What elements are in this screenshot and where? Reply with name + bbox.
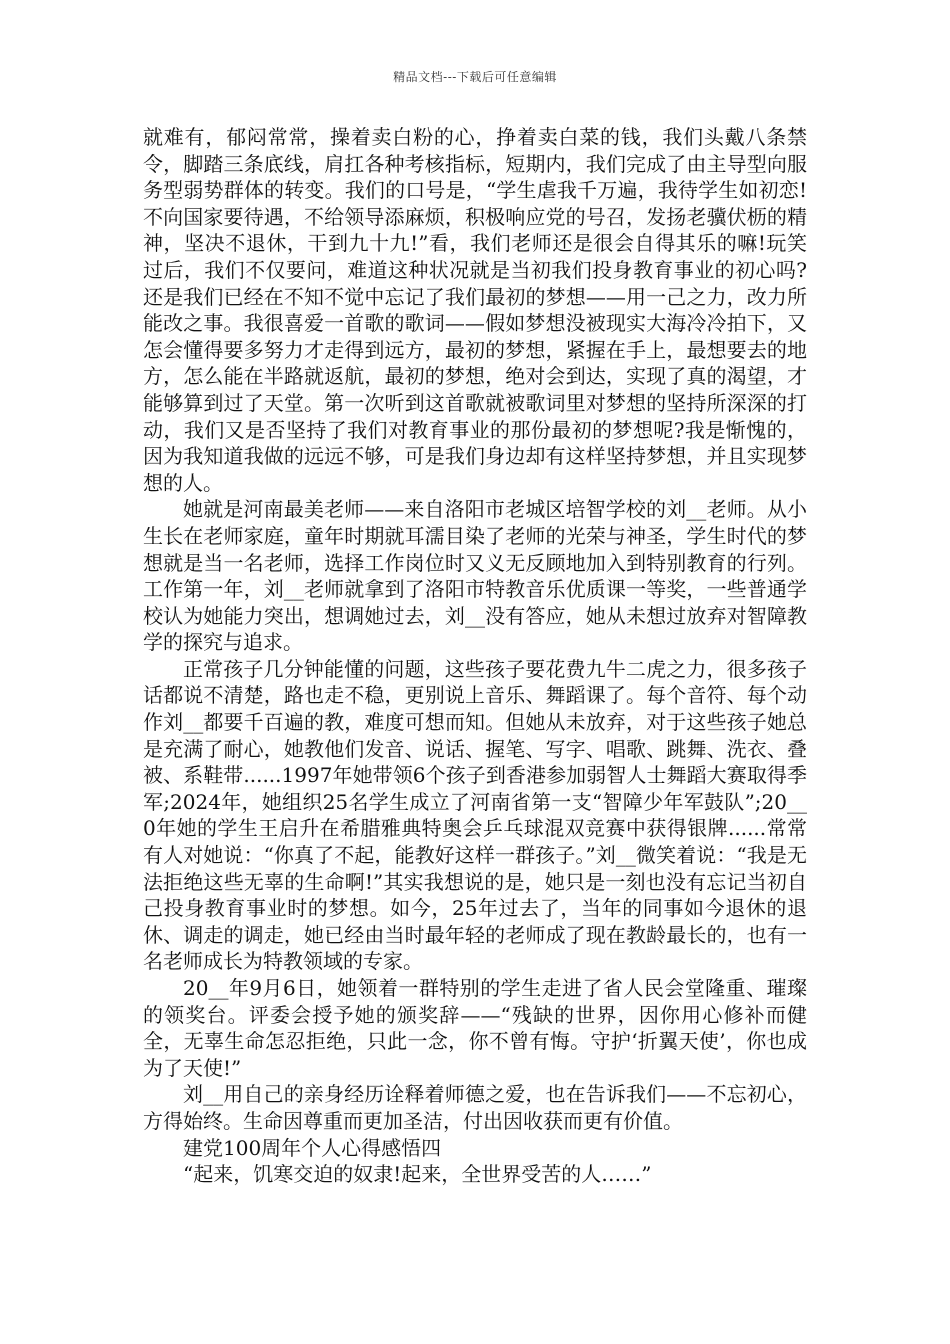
paragraph-1: 就难有，郁闷常常，操着卖白粉的心，挣着卖白菜的钱，我们头戴八条禁令，脚踏三条底线，肩扛各种考核指标，短期内，我们完成了由主导型向服务型弱势群体的转变。我们的口号是，“学生虐我千万遍，我待学生如初恋!不向国家要待遇，不给领导添麻烦，积极响应党的号召，发扬老骥伏枥的精神，坚决不退休，干到九十九!”看，我们老师还是很会自得其乐的嘛!玩笑过后，我们不仅要问，难道这种状况就是当初我们投身教育事业的初心吗?还是我们已经在不知不觉中忘记了我们最初的梦想——用一己之力，改力所能改之事。我很喜爱一首歌的歌词——假如梦想没被现实大海冷冷拍下，又怎会懂得要多努力才走得到远方，最初的梦想，紧握在手上，最想要去的地方，怎么能在半路就返航，最初的梦想，绝对会到达，实现了真的渴望，才能够算到过了天堂。第一次听到这首歌就被歌词里对梦想的坚持所深深的打动，我们又是否坚持了我们对教育事业的那份最初的梦想呢?我是惭愧的，因为我知道我做的远远不够，可是我们身边却有这样坚持梦想，并且实现梦想的人。	[143, 125, 807, 495]
page-header: 精品文档---下载后可任意编辑	[393, 70, 557, 84]
paragraph-4: 20__年9月6日，她领着一群特别的学生走进了省人民会堂隆重、璀璨的领奖台。评委会授予她的颁奖辞——“残缺的世界，因你用心修补而健全，无辜生命怎忍拒绝，只此一念，你不曾有悔。守护‘折翼天使’，你也成为了天使!”	[143, 976, 807, 1080]
paragraph-6: “起来，饥寒交迫的奴隶!起来，全世界受苦的人……”	[183, 1162, 652, 1187]
section-heading: 建党100周年个人心得感悟四	[183, 1135, 442, 1160]
paragraph-5: 刘__用自己的亲身经历诠释着师德之爱，也在告诉我们——不忘初心，方得始终。生命因尊重而更加圣洁，付出因收获而更有价值。	[143, 1082, 807, 1133]
document-body	[143, 124, 807, 1188]
paragraph-2: 她就是河南最美老师——来自洛阳市老城区培智学校的刘__老师。从小生长在老师家庭，童年时期就耳濡目染了老师的光荣与神圣，学生时代的梦想就是当一名老师，选择工作岗位时又义无反顾地加入到特别教育的行列。工作第一年，刘__老师就拿到了洛阳市特教音乐优质课一等奖，一些普通学校认为她能力突出，想调她过去，刘__没有答应，她从未想过放弃对智障教学的探究与追求。	[143, 497, 807, 655]
paragraph-3: 正常孩子几分钟能懂的问题，这些孩子要花费九牛二虎之力，很多孩子话都说不清楚，路也走不稳，更别说上音乐、舞蹈课了。每个音符、每个动作刘__都要千百遍的教，难度可想而知。但她从未放弃，对于这些孩子她总是充满了耐心，她教他们发音、说话、握笔、写字、唱歌、跳舞、洗衣、叠被、系鞋带......1997年她带领6个孩子到香港参加弱智人士舞蹈大赛取得季军;2024年，她组织25名学生成立了河南省第一支“智障少年军鼓队”;20__0年她的学生王启升在希腊雅典特奥会乒乓球混双竞赛中获得银牌......常常有人对她说：“你真了不起，能教好这样一群孩子。”刘__微笑着说：“我是无法拒绝这些无辜的生命啊!”其实我想说的是，她只是一刻也没有忘记当初自己投身教育事业时的梦想。如今，25年过去了，当年的同事如今退休的退休、调走的调走，她已经由当时最年轻的老师成了现在教龄最长的，也有一名老师成长为特教领域的专家。	[143, 656, 807, 974]
